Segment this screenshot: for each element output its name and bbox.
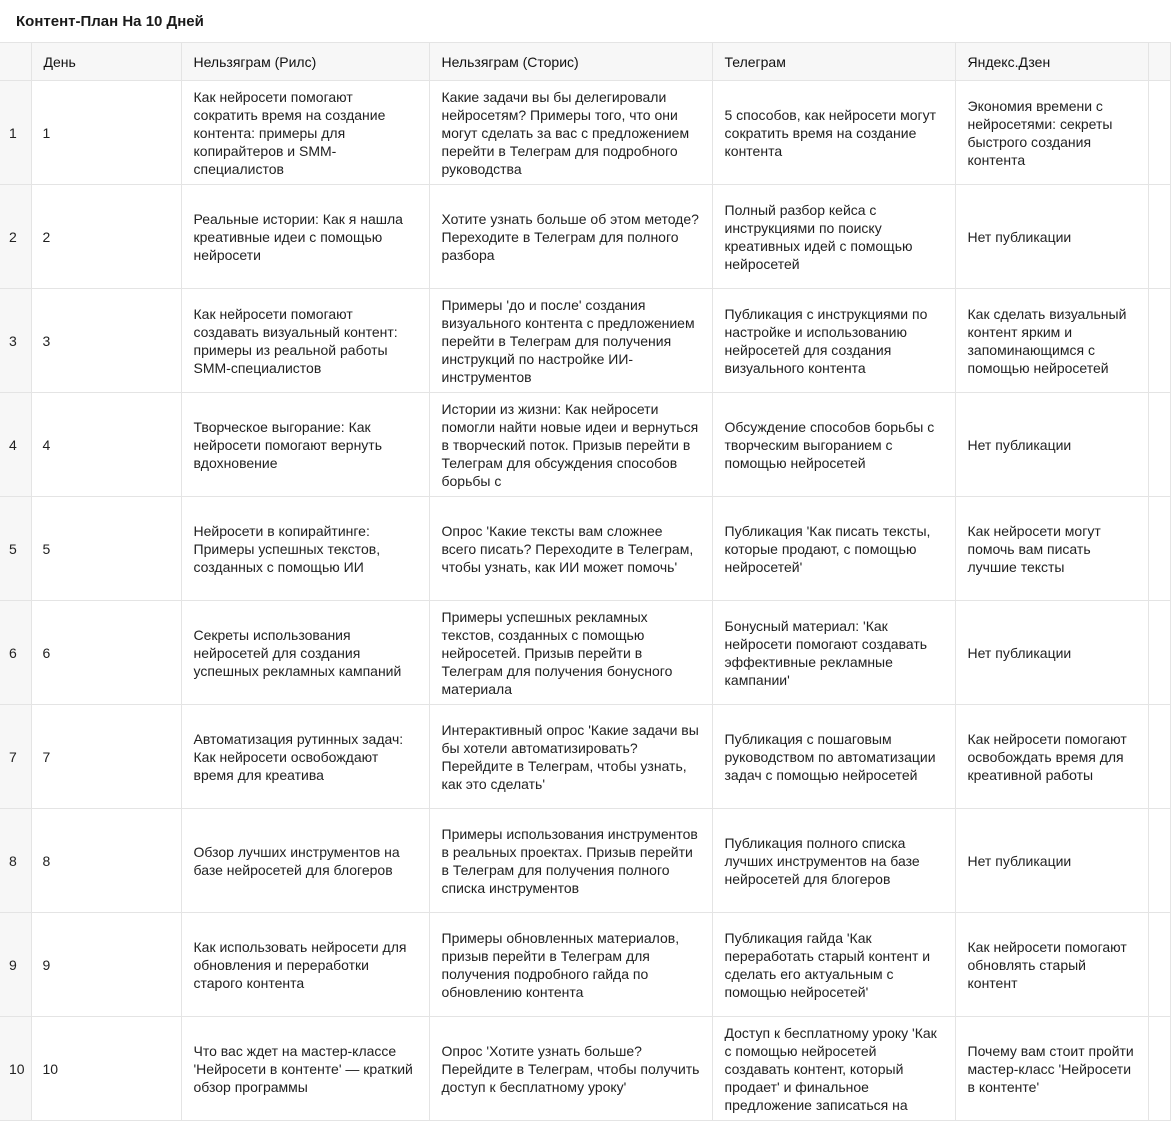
cell-stories[interactable] <box>429 497 712 601</box>
row-number[interactable] <box>0 1017 31 1121</box>
cell-reels-text: Обзор лучших инструментов на базе нейросетей для блогеров <box>193 843 400 878</box>
cell-reels-text: Автоматизация рутинных задач: Как нейросети освобождают время для креатива <box>193 730 404 783</box>
cell-reels[interactable] <box>181 81 429 185</box>
column-header-extra[interactable] <box>1148 43 1170 81</box>
column-header-stories[interactable]: Нельзяграм (Сторис) <box>429 43 712 81</box>
cell-telegram[interactable] <box>712 497 955 601</box>
cell-stories[interactable] <box>429 393 712 497</box>
cell-day-text: 6 <box>42 644 51 661</box>
row-number-text: 1 <box>9 124 17 141</box>
cell-reels-text: Реальные истории: Как я нашла креативные идеи с помощью нейросети <box>193 210 403 263</box>
cell-dzen[interactable] <box>955 601 1148 705</box>
cell-dzen[interactable] <box>955 497 1148 601</box>
cell-stories[interactable] <box>429 81 712 185</box>
cell-telegram[interactable] <box>712 913 955 1017</box>
cell-dzen[interactable] <box>955 289 1148 393</box>
cell-stories-text: Истории из жизни: Как нейросети помогли найти новые идеи и вернуться в творческий поток. Призыв перейти в Телеграм для обсуждения способов борьбы с <box>441 400 699 489</box>
cell-reels[interactable] <box>181 1017 429 1121</box>
cell-stories[interactable] <box>429 913 712 1017</box>
cell-stories-text: Примеры использования инструментов в реальных проектах. Призыв перейти в Телеграм для получения полного списка инструментов <box>441 825 698 896</box>
cell-dzen-text: Как нейросети помогают освобождать время для креативной работы <box>967 730 1127 783</box>
row-number-text: 8 <box>9 852 17 869</box>
table-row <box>0 705 1170 809</box>
cell-telegram-text: Полный разбор кейса с инструкциями по поиску креативных идей с помощью нейросетей <box>724 201 913 272</box>
cell-telegram-text: Доступ к бесплатному уроку 'Как с помощью нейросетей создавать контент, который продает' и финальное предложение записаться на <box>724 1024 937 1113</box>
table-row <box>0 185 1170 289</box>
cell-day[interactable] <box>31 185 181 289</box>
cell-day[interactable] <box>31 81 181 185</box>
cell-stories[interactable] <box>429 185 712 289</box>
cell-day-text: 1 <box>42 124 51 141</box>
row-number[interactable] <box>0 913 31 1017</box>
cell-extra[interactable] <box>1148 185 1170 289</box>
cell-reels[interactable] <box>181 185 429 289</box>
cell-day[interactable] <box>31 1017 181 1121</box>
table-row <box>0 913 1170 1017</box>
row-number-text: 3 <box>9 332 17 349</box>
cell-telegram[interactable] <box>712 393 955 497</box>
row-number[interactable] <box>0 81 31 185</box>
cell-dzen-text: Почему вам стоит пройти мастер-класс 'Нейросети в контенте' <box>967 1042 1134 1095</box>
cell-telegram[interactable] <box>712 1017 955 1121</box>
row-number[interactable] <box>0 393 31 497</box>
cell-extra[interactable] <box>1148 393 1170 497</box>
row-number[interactable] <box>0 809 31 913</box>
cell-reels[interactable] <box>181 393 429 497</box>
cell-stories-text: Опрос 'Хотите узнать больше? Перейдите в Телеграм, чтобы получить доступ к бесплатному уроку' <box>441 1042 700 1095</box>
cell-stories[interactable] <box>429 1017 712 1121</box>
column-header-telegram[interactable]: Телеграм <box>712 43 955 81</box>
table-row <box>0 601 1170 705</box>
cell-extra[interactable] <box>1148 81 1170 185</box>
cell-telegram[interactable] <box>712 81 955 185</box>
cell-reels-text: Секреты использования нейросетей для создания успешных рекламных кампаний <box>193 626 402 679</box>
column-header-day[interactable]: День <box>31 43 181 81</box>
cell-telegram-text: Публикация с пошаговым руководством по автоматизации задач с помощью нейросетей <box>724 730 936 783</box>
column-header-reels[interactable]: Нельзяграм (Рилс) <box>181 43 429 81</box>
cell-dzen-text: Как нейросети помогают обновлять старый контент <box>967 938 1127 991</box>
cell-day[interactable] <box>31 393 181 497</box>
cell-dzen-text: Нет публикации <box>967 436 1072 453</box>
cell-telegram[interactable] <box>712 185 955 289</box>
cell-day-text: 8 <box>42 852 51 869</box>
row-number-text: 4 <box>9 436 17 453</box>
cell-dzen[interactable] <box>955 809 1148 913</box>
cell-day[interactable] <box>31 809 181 913</box>
content-plan-table <box>0 42 1171 1121</box>
cell-extra[interactable] <box>1148 913 1170 1017</box>
cell-stories-text: Какие задачи вы бы делегировали нейросетям? Примеры того, что они могут сделать за вас с предложением перейти в Телеграм для подробного руководства <box>441 88 690 177</box>
cell-telegram-text: Публикация с инструкциями по настройке и использованию нейросетей для создания визуального контента <box>724 305 928 376</box>
cell-stories-text: Интерактивный опрос 'Какие задачи вы бы хотели автоматизировать? Перейдите в Телеграм, чтобы узнать, как это сделать' <box>441 721 699 792</box>
cell-reels-text: Как использовать нейросети для обновления и переработки старого контента <box>193 938 407 991</box>
cell-extra[interactable] <box>1148 809 1170 913</box>
cell-reels-text: Нейросети в копирайтинге: Примеры успешных текстов, созданных с помощью ИИ <box>193 522 381 575</box>
row-number-text: 7 <box>9 748 17 765</box>
cell-dzen-text: Нет публикации <box>967 228 1072 245</box>
cell-day-text: 2 <box>42 228 51 245</box>
row-number[interactable] <box>0 497 31 601</box>
cell-stories[interactable] <box>429 809 712 913</box>
cell-extra[interactable] <box>1148 705 1170 809</box>
cell-reels-text: Как нейросети помогают создавать визуальный контент: примеры из реальной работы SMM-специалистов <box>193 305 398 376</box>
cell-dzen[interactable] <box>955 185 1148 289</box>
cell-telegram-text: Публикация полного списка лучших инструментов на базе нейросетей для блогеров <box>724 834 920 887</box>
header-row <box>0 43 1170 81</box>
row-number[interactable] <box>0 601 31 705</box>
cell-dzen[interactable] <box>955 81 1148 185</box>
cell-reels[interactable] <box>181 809 429 913</box>
cell-stories-text: Опрос 'Какие тексты вам сложнее всего писать? Переходите в Телеграм, чтобы узнать, как ИИ может помочь' <box>441 522 694 575</box>
cell-reels-text: Как нейросети помогают сократить время на создание контента: примеры для копирайтеров и SMM-специалистов <box>193 88 386 177</box>
cell-reels[interactable] <box>181 705 429 809</box>
cell-stories-text: Примеры 'до и после' создания визуального контента с предложением перейти в Телеграм для получения инструкций по настройке ИИ-инструментов <box>441 296 695 385</box>
cell-dzen-text: Нет публикации <box>967 644 1072 661</box>
cell-telegram-text: Обсуждение способов борьбы с творческим выгоранием с помощью нейросетей <box>724 418 935 471</box>
cell-stories-text: Хотите узнать больше об этом методе? Переходите в Телеграм для полного разбора <box>441 210 699 263</box>
table-row <box>0 289 1170 393</box>
cell-extra[interactable] <box>1148 1017 1170 1121</box>
cell-reels[interactable] <box>181 913 429 1017</box>
cell-day-text: 3 <box>42 332 51 349</box>
cell-telegram[interactable] <box>712 705 955 809</box>
cell-day-text: 9 <box>42 956 51 973</box>
cell-dzen[interactable] <box>955 705 1148 809</box>
cell-reels-text: Что вас ждет на мастер-классе 'Нейросети в контенте' — краткий обзор программы <box>193 1042 413 1095</box>
row-number-text: 2 <box>9 228 17 245</box>
page-title: Контент-План На 10 Дней <box>16 12 204 30</box>
cell-dzen[interactable] <box>955 393 1148 497</box>
cell-dzen-text: Экономия времени с нейросетями: секреты быстрого создания контента <box>967 97 1113 168</box>
cell-day[interactable] <box>31 497 181 601</box>
cell-dzen-text: Нет публикации <box>967 852 1072 869</box>
table-row <box>0 809 1170 913</box>
cell-day[interactable] <box>31 705 181 809</box>
cell-dzen-text: Как нейросети могут помочь вам писать лучшие тексты <box>967 522 1101 575</box>
cell-day-text: 4 <box>42 436 51 453</box>
title-bar <box>0 0 1160 42</box>
cell-telegram-text: 5 способов, как нейросети могут сократить время на создание контента <box>724 106 937 159</box>
cell-day-text: 7 <box>42 748 51 765</box>
cell-stories[interactable] <box>429 705 712 809</box>
cell-day[interactable] <box>31 601 181 705</box>
cell-dzen-text: Как сделать визуальный контент ярким и запоминающимся с помощью нейросетей <box>967 305 1127 376</box>
content-plan-grid <box>0 42 1160 1113</box>
cell-telegram-text: Публикация гайда 'Как переработать старый контент и сделать его актуальным с помощью нейросетей' <box>724 929 931 1000</box>
row-number-header[interactable] <box>0 43 31 81</box>
cell-day-text: 10 <box>42 1060 59 1077</box>
cell-dzen[interactable] <box>955 913 1148 1017</box>
row-number-text: 6 <box>9 644 17 661</box>
cell-day-text: 5 <box>42 540 51 557</box>
cell-telegram-text: Публикация 'Как писать тексты, которые продают, с помощью нейросетей' <box>724 522 931 575</box>
column-header-dzen[interactable]: Яндекс.Дзен <box>955 43 1148 81</box>
cell-extra[interactable] <box>1148 601 1170 705</box>
cell-reels[interactable] <box>181 289 429 393</box>
table-row <box>0 1017 1170 1121</box>
cell-telegram[interactable] <box>712 809 955 913</box>
row-number[interactable] <box>0 185 31 289</box>
cell-reels-text: Творческое выгорание: Как нейросети помогают вернуть вдохновение <box>193 418 383 471</box>
table-row <box>0 497 1170 601</box>
cell-stories-text: Примеры успешных рекламных текстов, созданных с помощью нейросетей. Призыв перейти в Телеграм для получения бонусного материала <box>441 608 673 697</box>
cell-stories-text: Примеры обновленных материалов, призыв перейти в Телеграм для получения подробного гайда по обновлению контента <box>441 929 680 1000</box>
row-number-text: 5 <box>9 540 17 557</box>
row-number[interactable] <box>0 705 31 809</box>
cell-dzen[interactable] <box>955 1017 1148 1121</box>
cell-telegram[interactable] <box>712 601 955 705</box>
cell-stories[interactable] <box>429 289 712 393</box>
cell-day[interactable] <box>31 913 181 1017</box>
cell-day[interactable] <box>31 289 181 393</box>
table-row <box>0 81 1170 185</box>
row-number[interactable] <box>0 289 31 393</box>
cell-extra[interactable] <box>1148 497 1170 601</box>
cell-telegram[interactable] <box>712 289 955 393</box>
table-row <box>0 393 1170 497</box>
row-number-text: 9 <box>9 956 17 973</box>
cell-extra[interactable] <box>1148 289 1170 393</box>
row-number-text: 10 <box>9 1060 25 1077</box>
cell-reels[interactable] <box>181 601 429 705</box>
cell-reels[interactable] <box>181 497 429 601</box>
cell-stories[interactable] <box>429 601 712 705</box>
cell-telegram-text: Бонусный материал: 'Как нейросети помогают создавать эффективные рекламные кампании' <box>724 617 928 688</box>
